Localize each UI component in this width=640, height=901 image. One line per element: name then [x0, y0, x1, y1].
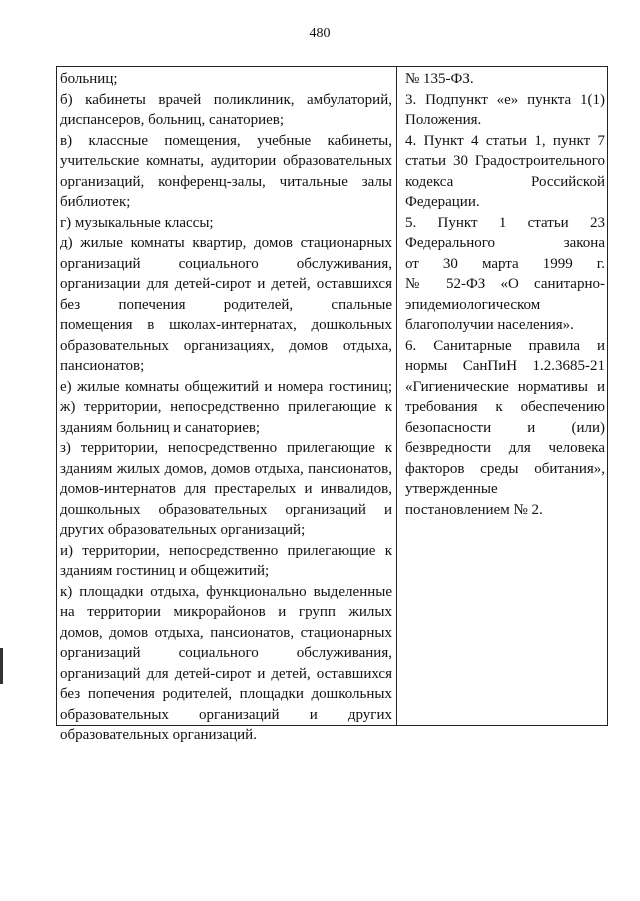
right-column-line: № 135-ФЗ. — [405, 71, 474, 87]
left-column-line: организаций социального обслуживания, — [60, 645, 392, 661]
left-column-line: организации для детей-сирот и детей, оставшихся — [60, 276, 392, 292]
left-column-line: образовательных организаций. — [60, 727, 257, 743]
right-column-line: утвержденные — [405, 481, 498, 497]
left-column-line: зданиям гостиниц и общежитий; — [60, 563, 270, 579]
left-column-line: пансионатов; — [60, 358, 145, 374]
right-column-line: благополучии населения». — [405, 317, 574, 333]
right-column-line: № 52-ФЗ «О санитарно- — [405, 276, 605, 292]
left-column-line: домов-интернатов для престарелых и инвалидов, — [60, 481, 392, 497]
left-column-line: образовательных организаций и других — [60, 706, 392, 723]
left-column-line: образовательных организациях, домов отдыха, — [60, 337, 392, 354]
right-column-line: Федерации. — [405, 194, 480, 210]
left-column-line: без попечения родителей, спальные — [60, 296, 392, 313]
right-column — [405, 69, 605, 520]
right-column-line: 3. Подпункт «е» пункта 1(1) — [405, 91, 605, 108]
left-column-line: без попечения родителей, площадки дошкольных — [60, 686, 392, 702]
left-column — [60, 69, 392, 746]
left-column-line: диспансеров, больниц, санаториев; — [60, 112, 285, 128]
right-column-line: постановлением № 2. — [405, 501, 543, 518]
left-column-line: ж) территории, непосредственно прилегающие к — [60, 399, 392, 415]
left-column-line: помещения в школах-интернатах, дошкольных — [60, 317, 392, 333]
left-column-line: других образовательных организаций; — [60, 522, 306, 538]
right-column-line: «Гигиенические нормативы и — [405, 378, 605, 395]
left-column-line: больниц; — [60, 71, 118, 87]
right-column-line: от 30 марта 1999 г. — [405, 255, 605, 272]
left-column-line: учительские комнаты, аудитории образовательных — [60, 153, 392, 169]
column-divider — [396, 67, 397, 725]
right-column-line: безвредности для человека — [405, 440, 605, 456]
left-column-line: домов, домов отдыха, пансионатов, стационарных — [60, 624, 392, 641]
right-column-line: эпидемиологическом — [405, 296, 541, 313]
right-column-line: кодекса Российской — [405, 173, 605, 190]
left-column-line: е) жилые комнаты общежитий и номера гостиниц; — [60, 378, 392, 395]
left-column-line: зданиям жилых домов, домов отдыха, пансионатов, — [60, 460, 392, 477]
right-column-line: требования к обеспечению — [405, 399, 605, 415]
left-column-line: к) площадки отдыха, функционально выделенные — [60, 583, 392, 600]
left-column-line: на территории микрорайонов и групп жилых — [60, 604, 392, 620]
right-column-line: факторов среды обитания», — [405, 460, 605, 477]
left-column-line: организаций социального обслуживания, — [60, 255, 392, 272]
left-column-line: в) классные помещения, учебные кабинеты, — [60, 132, 392, 149]
left-column-line: и) территории, непосредственно прилегающие к — [60, 542, 392, 559]
left-column-line: библиотек; — [60, 194, 131, 210]
left-column-line: з) территории, непосредственно прилегающие к — [60, 440, 392, 456]
left-column-line: организаций для детей-сирот и детей, оставшихся — [60, 665, 392, 682]
right-column-line: статьи 30 Градостроительного — [405, 153, 605, 169]
document-table — [56, 66, 608, 743]
left-column-line: зданиям больниц и санаториев; — [60, 419, 261, 436]
right-column-line: 4. Пункт 4 статьи 1, пункт 7 — [405, 132, 605, 149]
right-column-line: нормы СанПиН 1.2.3685-21 — [405, 358, 605, 374]
scan-edge-mark — [0, 648, 3, 684]
page-number: 480 — [309, 26, 331, 41]
right-column-line: 5. Пункт 1 статьи 23 — [405, 214, 605, 231]
left-column-line: организаций, конференц-залы, читальные залы — [60, 173, 392, 190]
left-column-line: д) жилые комнаты квартир, домов стационарных — [60, 235, 392, 251]
right-column-line: безопасности и (или) — [405, 419, 605, 436]
left-column-line: дошкольных образовательных организаций и — [60, 501, 392, 518]
right-column-line: Федерального закона — [405, 235, 605, 251]
left-column-line: б) кабинеты врачей поликлиник, амбулаторий, — [60, 91, 392, 108]
right-column-line: Положения. — [405, 112, 482, 128]
left-column-line: г) музыкальные классы; — [60, 214, 214, 231]
right-column-line: 6. Санитарные правила и — [405, 337, 605, 354]
